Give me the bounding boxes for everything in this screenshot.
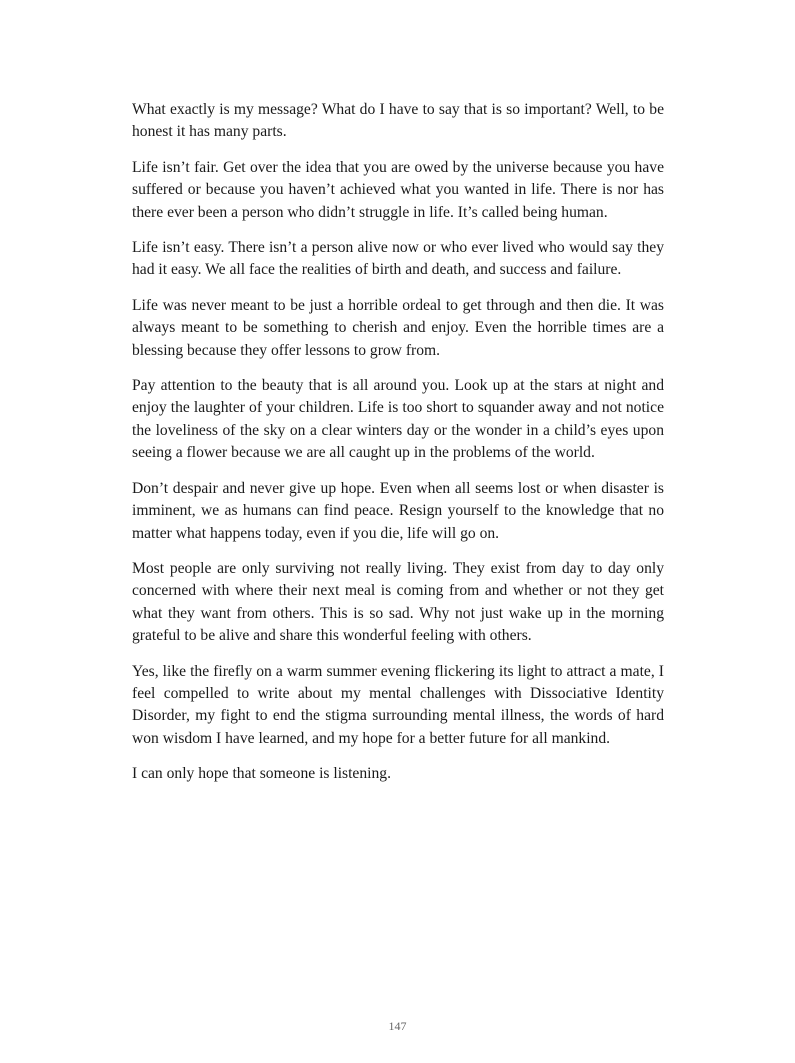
page-number: 147	[388, 1019, 407, 1033]
paragraph: I can only hope that someone is listening.	[132, 765, 391, 783]
paragraph: What exactly is my message? What do I have to say that is so important? Well, to be honest it has many parts.	[132, 101, 664, 141]
paragraph: Most people are only surviving not really living. They exist from day to day only concerned with where their next meal is coming from and whether or not they get what they want from others. This is so sad. Why not just wake up in the morning grateful to be alive and share this wonderful feeling with others.	[132, 559, 664, 645]
paragraph: Life isn’t easy. There isn’t a person alive now or who ever lived who would say they had it easy. We all face the realities of birth and death, and success and failure.	[132, 239, 664, 279]
paragraph: Life was never meant to be just a horrible ordeal to get through and then die. It was always meant to be something to cherish and enjoy. Even the horrible times are a blessing because they offer lessons to grow from.	[132, 296, 664, 359]
body-text	[132, 99, 664, 799]
paragraph: Life isn’t fair. Get over the idea that you are owed by the universe because you have suffered or because you haven’t achieved what you wanted in life. There is nor has there ever been a person who didn’t struggle in life. It’s called being human.	[132, 158, 664, 221]
paragraph: Don’t despair and never give up hope. Even when all seems lost or when disaster is imminent, we as humans can find peace. Resign yourself to the knowledge that no matter what happens today, even if you die, life will go on.	[132, 479, 664, 542]
paragraph: Pay attention to the beauty that is all around you. Look up at the stars at night and enjoy the laughter of your children. Life is too short to squander away and not notice the loveliness of the sky on a clear winters day or the wonder in a child’s eyes upon seeing a flower because we are all caught up in the problems of the world.	[132, 377, 664, 462]
paragraph: Yes, like the firefly on a warm summer evening flickering its light to attract a mate, I feel compelled to write about my mental challenges with Dissociative Identity Disorder, my fight to end the stigma surrounding mental illness, the words of hard won wisdom I have learned, and my hope for a better future for all mankind.	[132, 662, 664, 747]
